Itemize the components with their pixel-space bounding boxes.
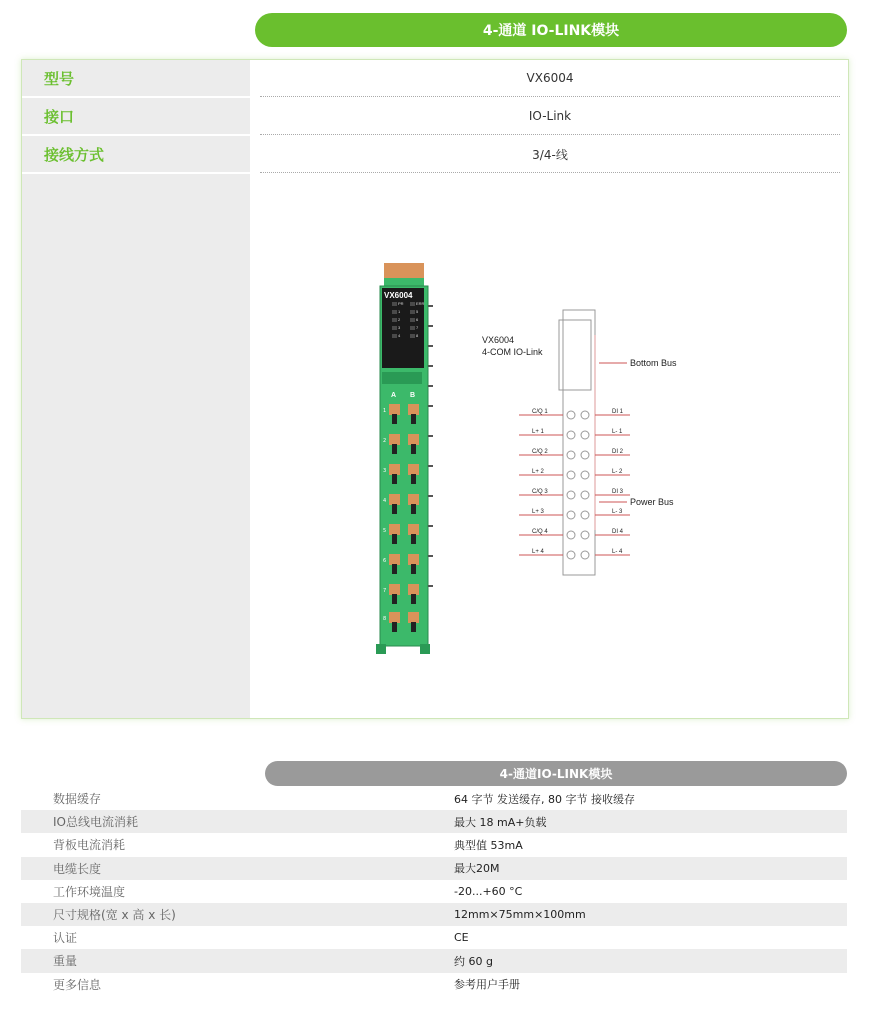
label-model: 型号 [22,60,250,98]
svg-text:1: 1 [383,408,387,414]
spec-table [21,787,847,996]
svg-text:ERR: ERR [416,301,425,306]
svg-text:L- 4: L- 4 [612,549,623,555]
svg-text:L- 3: L- 3 [612,509,623,515]
table-row: 认证 CE [53,931,469,946]
wiring-title-desc: 4-COM IO-Link [482,347,543,357]
module-model-label: VX6004 [384,291,413,300]
wiring-title-model: VX6004 [482,335,515,345]
value-wiring-method: 3/4-线 [260,136,840,173]
svg-text:2: 2 [398,317,401,322]
svg-text:8: 8 [383,616,387,622]
label-wiring-method: 接线方式 [22,136,250,174]
svg-text:4: 4 [398,333,401,338]
label-interface: 接口 [22,98,250,136]
svg-text:6: 6 [416,317,419,322]
value-interface: IO-Link [260,98,840,135]
svg-text:L+ 1: L+ 1 [532,429,544,435]
svg-text:PR: PR [398,301,404,306]
svg-text:C/Q 4: C/Q 4 [532,529,548,535]
svg-text:DI 2: DI 2 [612,449,624,455]
svg-text:8: 8 [416,333,419,338]
svg-text:7: 7 [383,588,387,594]
svg-text:7: 7 [416,325,419,330]
value-model: VX6004 [260,60,840,97]
svg-text:C/Q 3: C/Q 3 [532,489,548,495]
wiring-terminal-rows [519,409,630,559]
table-row: 尺寸规格(宽 x 高 x 长) 12mm×75mm×100mm [21,903,847,926]
svg-text:4: 4 [383,498,387,504]
svg-text:DI 3: DI 3 [612,489,624,495]
bottom-bus-label: Bottom Bus [630,358,677,368]
svg-text:C/Q 2: C/Q 2 [532,449,548,455]
table-row: 重量 约 60 g [21,949,847,972]
column-label-b: B [410,392,416,399]
wiring-module-outline [563,310,595,575]
svg-text:3: 3 [383,468,387,474]
table-row: IO总线电流消耗 最大 18 mA+负载 [21,810,847,833]
svg-text:6: 6 [383,558,387,564]
svg-text:L+ 3: L+ 3 [532,509,544,515]
column-label-a: A [391,392,397,399]
table-row: 电缆长度 最大20M [21,857,847,880]
svg-text:2: 2 [383,438,387,444]
svg-text:L+ 2: L+ 2 [532,469,544,475]
spec-table-title: 4-通道IO-LINK模块 [265,761,847,786]
wiring-diagram [455,240,715,585]
svg-text:DI 4: DI 4 [612,529,624,535]
svg-text:DI 1: DI 1 [612,409,624,415]
svg-text:1: 1 [398,309,401,314]
module-product-image [352,200,442,660]
svg-text:5: 5 [416,309,419,314]
svg-text:L- 1: L- 1 [612,429,623,435]
table-row: 更多信息 参考用户手册 [53,977,520,992]
table-row: 背板电流消耗 典型值 53mA [53,838,523,853]
module-title-banner: 4-通道 IO-LINK模块 [255,13,847,47]
svg-text:C/Q 1: C/Q 1 [532,409,548,415]
table-row: 数据缓存 64 字节 发送缓存, 80 字节 接收缓存 [53,792,635,807]
overview-label-column [22,60,250,718]
power-bus-label: Power Bus [630,497,674,507]
svg-text:5: 5 [383,528,387,534]
svg-text:L+ 4: L+ 4 [532,549,544,555]
svg-text:3: 3 [398,325,401,330]
svg-text:L- 2: L- 2 [612,469,623,475]
table-row: 工作环境温度 -20...+60 °C [53,884,523,899]
